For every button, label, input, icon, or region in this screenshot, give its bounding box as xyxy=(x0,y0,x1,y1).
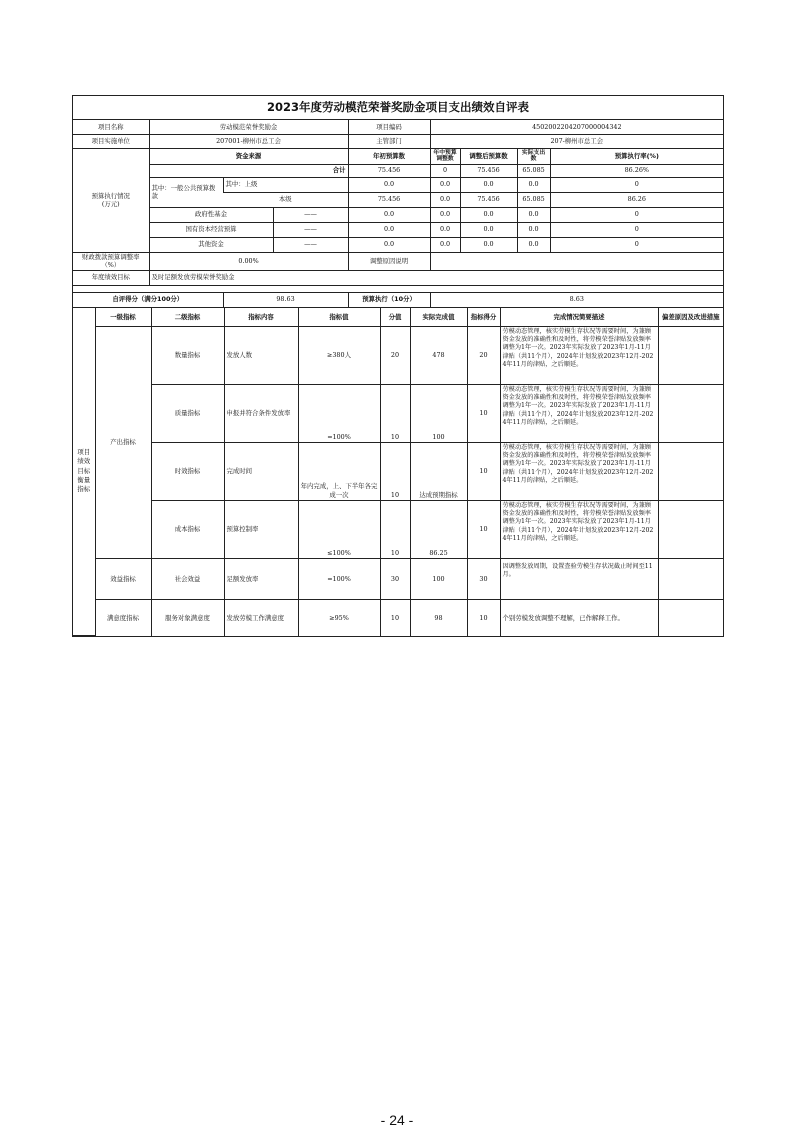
indicator-points: 10 xyxy=(380,385,410,443)
total-adjusted: 75.456 xyxy=(460,164,517,177)
indicator-desc: 劳模动态管理，核实劳模生存状况等需要时间，为兼顾资金发放的准确性和及时性，将劳模荣誉津贴发放频率调整为1年一次。2023年实际发放了2023年1月-11月津贴（共11个月），2024年计划发放2023年12月-2024年11月的津贴，之后顺延。 xyxy=(500,501,658,559)
indicator-value: ≥95% xyxy=(298,600,380,636)
state-capital-initial: 0.0 xyxy=(348,222,430,237)
state-capital-label: 国有资本经营预算 xyxy=(149,222,273,237)
indicator-score: 30 xyxy=(467,559,500,600)
rate-header: 预算执行率(%) xyxy=(550,148,723,164)
level2-header: 二级指标 xyxy=(151,308,224,327)
upper-label: 其中：上级 xyxy=(223,177,348,192)
indicator-actual: 478 xyxy=(410,327,467,385)
score-header: 指标得分 xyxy=(467,308,500,327)
total-rate: 86.26% xyxy=(550,164,723,177)
general-budget-label: 其中：一般公共预算拨款 xyxy=(149,177,223,207)
spacer-row xyxy=(73,285,723,292)
indicator-content: 发放人数 xyxy=(224,327,298,385)
local-mid: 0.0 xyxy=(430,192,460,207)
indicator-value: 年内完成，上、下半年各完成一次 xyxy=(298,443,380,501)
deviation-header: 偏差原因及改进措施 xyxy=(658,308,723,327)
indicator-deviation xyxy=(658,501,723,559)
actual-value-header: 实际完成值 xyxy=(410,308,467,327)
goal-label: 年度绩效目标 xyxy=(73,270,149,285)
content-header: 指标内容 xyxy=(224,308,298,327)
adjust-reason-label: 调整原因说明 xyxy=(348,252,430,270)
initial-header: 年初预算数 xyxy=(348,148,430,164)
indicator-actual: 100 xyxy=(410,559,467,600)
dept-label: 主管部门 xyxy=(348,134,430,148)
adjusted-header: 调整后预算数 xyxy=(460,148,517,164)
other-fund-label: 其他资金 xyxy=(149,237,273,252)
gov-fund-initial: 0.0 xyxy=(348,207,430,222)
evaluation-form xyxy=(72,95,724,637)
state-capital-adjusted: 0.0 xyxy=(460,222,517,237)
page-number: - 24 - xyxy=(380,1112,414,1128)
output-indicator-label: 产出指标 xyxy=(95,327,151,559)
unit-label: 项目实施单位 xyxy=(73,134,149,148)
indicator-deviation xyxy=(658,385,723,443)
desc-header: 完成情况简要描述 xyxy=(500,308,658,327)
budget-section-label: 预算执行情况 (万元) xyxy=(73,148,149,252)
indicator-desc: 劳模动态管理，核实劳模生存状况等需要时间，为兼顾资金发放的准确性和及时性，将劳模荣誉津贴发放频率调整为1年一次。2023年实际发放了2023年1月-11月津贴（共11个月），2024年计划发放2023年12月-2024年11月的津贴，之后顺延。 xyxy=(500,443,658,501)
indicator-value: =100% xyxy=(298,559,380,600)
indicator-score: 10 xyxy=(467,600,500,636)
adjust-rate-label: 财政拨款预算调整率（%） xyxy=(73,252,149,270)
indicator-content: 足额发放率 xyxy=(224,559,298,600)
upper-initial: 0.0 xyxy=(348,177,430,192)
state-capital-rate: 0 xyxy=(550,222,723,237)
gov-fund-label: 政府性基金 xyxy=(149,207,273,222)
unit-value: 207001-柳州市总工会 xyxy=(149,134,348,148)
indicator-actual: 86.25 xyxy=(410,501,467,559)
indicator-level2: 成本指标 xyxy=(151,501,224,559)
indicator-deviation xyxy=(658,443,723,501)
indicator-desc: 因调整发放周期，设置查验劳模生存状况截止时间至11月。 xyxy=(500,559,658,600)
local-label: 本级 xyxy=(223,192,348,207)
local-initial: 75.456 xyxy=(348,192,430,207)
project-code-label: 项目编码 xyxy=(348,120,430,134)
form-title: 2023年度劳动模范荣誉奖励金项目支出绩效自评表 xyxy=(73,96,723,120)
goal-value: 及时足额发放劳模荣誉奖励金 xyxy=(149,270,723,285)
indicator-score: 10 xyxy=(467,385,500,443)
state-capital-mid: 0.0 xyxy=(430,222,460,237)
exec-score-value: 8.63 xyxy=(430,292,723,307)
indicator-table xyxy=(73,308,723,637)
project-name: 劳动模范荣誉奖励金 xyxy=(149,120,348,134)
indicator-value: =100% xyxy=(298,385,380,443)
indicator-level2: 质量指标 xyxy=(151,385,224,443)
indicator-score: 10 xyxy=(467,443,500,501)
other-fund-dash: —— xyxy=(273,237,348,252)
indicator-desc: 劳模动态管理，核实劳模生存状况等需要时间，为兼顾资金发放的准确性和及时性，将劳模荣誉津贴发放频率调整为1年一次。2023年实际发放了2023年1月-11月津贴（共11个月），2024年计划发放2023年12月-2024年11月的津贴，之后顺延。 xyxy=(500,385,658,443)
indicator-level2: 社会效益 xyxy=(151,559,224,600)
indicator-points: 10 xyxy=(380,600,410,636)
gov-fund-dash: —— xyxy=(273,207,348,222)
indicator-score: 20 xyxy=(467,327,500,385)
indicator-actual: 100 xyxy=(410,385,467,443)
budget-table xyxy=(73,120,723,308)
indicator-points: 20 xyxy=(380,327,410,385)
upper-mid: 0.0 xyxy=(430,177,460,192)
benefit-indicator-label: 效益指标 xyxy=(95,559,151,600)
mid-header: 年中预算调整数 xyxy=(430,148,460,164)
gov-fund-adjusted: 0.0 xyxy=(460,207,517,222)
indicator-points: 10 xyxy=(380,443,410,501)
indicator-points: 10 xyxy=(380,501,410,559)
indicator-level2: 时效指标 xyxy=(151,443,224,501)
local-actual: 65.085 xyxy=(517,192,550,207)
indicator-desc: 个别劳模发放调整不理解，已作解释工作。 xyxy=(500,600,658,636)
total-label: 合计 xyxy=(149,164,348,177)
state-capital-actual: 0.0 xyxy=(517,222,550,237)
indicator-desc: 劳模动态管理，核实劳模生存状况等需要时间，为兼顾资金发放的准确性和及时性，将劳模荣誉津贴发放频率调整为1年一次。2023年实际发放了2023年1月-11月津贴（共11个月），2024年计划发放2023年12月-2024年11月的津贴，之后顺延。 xyxy=(500,327,658,385)
project-name-label: 项目名称 xyxy=(73,120,149,134)
indicator-content: 预算控制率 xyxy=(224,501,298,559)
indicator-content: 发放劳模工作满意度 xyxy=(224,600,298,636)
local-rate: 86.26 xyxy=(550,192,723,207)
other-fund-adjusted: 0.0 xyxy=(460,237,517,252)
total-actual: 65.085 xyxy=(517,164,550,177)
indicator-deviation xyxy=(658,327,723,385)
level1-header: 一级指标 xyxy=(95,308,151,327)
gov-fund-actual: 0.0 xyxy=(517,207,550,222)
indicator-actual: 98 xyxy=(410,600,467,636)
indicator-score: 10 xyxy=(467,501,500,559)
indicator-actual: 达成预期指标 xyxy=(410,443,467,501)
indicator-level2: 数量指标 xyxy=(151,327,224,385)
actual-header: 实际支出数 xyxy=(517,148,550,164)
gov-fund-rate: 0 xyxy=(550,207,723,222)
indicator-level2: 服务对象满意度 xyxy=(151,600,224,636)
other-fund-initial: 0.0 xyxy=(348,237,430,252)
indicator-deviation xyxy=(658,600,723,636)
score-label: 自评得分（满分100分） xyxy=(73,292,223,307)
adjust-rate-value: 0.00% xyxy=(149,252,348,270)
points-header: 分值 xyxy=(380,308,410,327)
other-fund-mid: 0.0 xyxy=(430,237,460,252)
total-initial: 75.456 xyxy=(348,164,430,177)
project-code: 45020022042070000043​42 xyxy=(430,120,723,134)
upper-rate: 0 xyxy=(550,177,723,192)
adjust-reason-value xyxy=(430,252,723,270)
value-header: 指标值 xyxy=(298,308,380,327)
source-header: 资金来源 xyxy=(149,148,348,164)
gov-fund-mid: 0.0 xyxy=(430,207,460,222)
indicator-points: 30 xyxy=(380,559,410,600)
total-mid: 0 xyxy=(430,164,460,177)
indicator-deviation xyxy=(658,559,723,600)
other-fund-rate: 0 xyxy=(550,237,723,252)
dept-value: 207-柳州市总工会 xyxy=(430,134,723,148)
other-fund-actual: 0.0 xyxy=(517,237,550,252)
indicator-content: 申报并符合条件发放率 xyxy=(224,385,298,443)
indicator-value: ≥380人 xyxy=(298,327,380,385)
upper-actual: 0.0 xyxy=(517,177,550,192)
satisfaction-indicator-label: 满意度指标 xyxy=(95,600,151,636)
indicators-section-label: 项目绩效目标衡量指标 xyxy=(73,308,95,636)
upper-adjusted: 0.0 xyxy=(460,177,517,192)
exec-score-label: 预算执行（10分） xyxy=(348,292,430,307)
indicator-value: ≤100% xyxy=(298,501,380,559)
score-value: 98.63 xyxy=(223,292,348,307)
local-adjusted: 75.456 xyxy=(460,192,517,207)
indicator-content: 完成时间 xyxy=(224,443,298,501)
state-capital-dash: —— xyxy=(273,222,348,237)
